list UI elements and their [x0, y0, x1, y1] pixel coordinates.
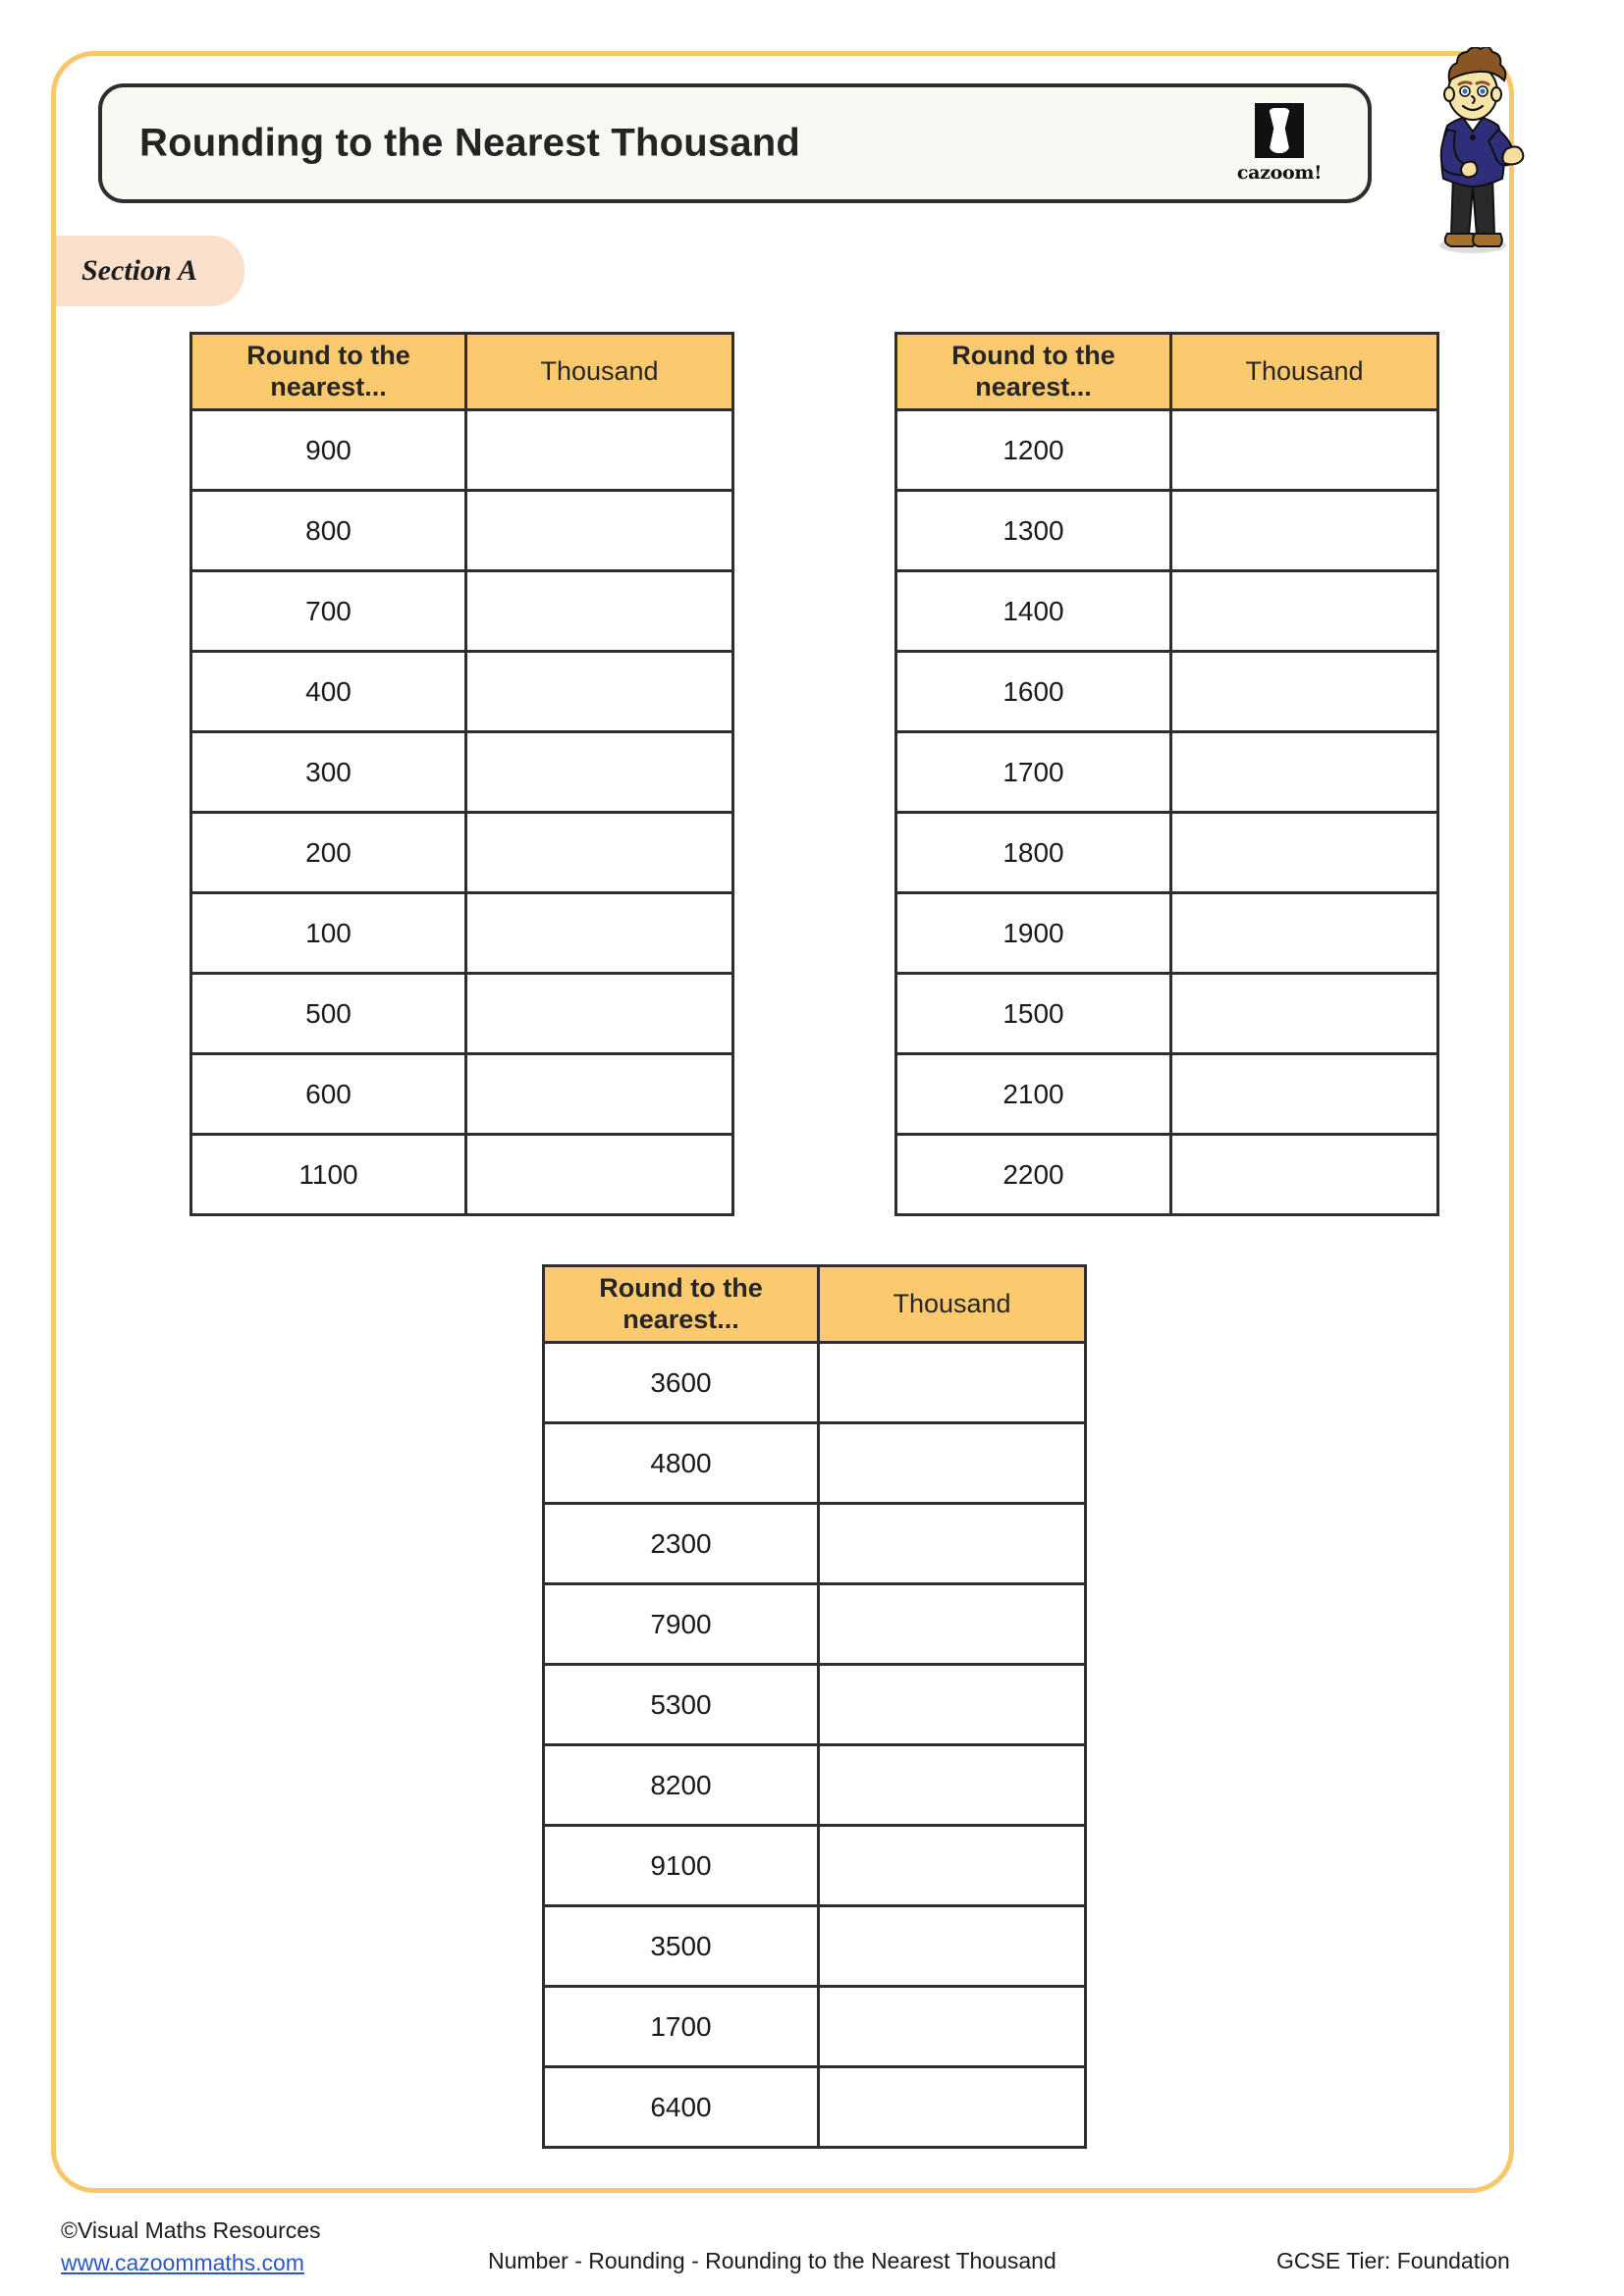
- number-cell: 4800: [544, 1423, 819, 1504]
- table-header-row: [544, 1266, 1086, 1343]
- answer-cell[interactable]: [1171, 652, 1438, 732]
- number-cell: 9100: [544, 1826, 819, 1906]
- number-cell: 3500: [544, 1906, 819, 1987]
- student-mascot-illustration: [1404, 47, 1542, 258]
- cazoom-website-link[interactable]: www.cazoommaths.com: [61, 2249, 304, 2275]
- section-label: Section A: [81, 254, 198, 287]
- rounding-table-3: [542, 1264, 1087, 2149]
- answer-cell[interactable]: [1171, 1054, 1438, 1135]
- column-header-thousand: Thousand: [466, 334, 733, 410]
- number-cell: 300: [191, 732, 466, 813]
- answer-cell[interactable]: [466, 893, 733, 974]
- answer-cell[interactable]: [466, 1135, 733, 1215]
- table-row: [896, 652, 1438, 732]
- table-row: [896, 732, 1438, 813]
- answer-cell[interactable]: [1171, 491, 1438, 571]
- number-cell: 600: [191, 1054, 466, 1135]
- table-row: [896, 893, 1438, 974]
- page-footer: [0, 2209, 1624, 2296]
- rounding-table-1: [189, 332, 734, 1216]
- answer-cell[interactable]: [1171, 571, 1438, 652]
- table-row: [544, 1584, 1086, 1665]
- copyright-text: ©Visual Maths Resources: [61, 2217, 321, 2243]
- answer-cell[interactable]: [819, 1906, 1086, 1987]
- answer-cell[interactable]: [1171, 410, 1438, 491]
- answer-cell[interactable]: [819, 1584, 1086, 1665]
- table-row: [191, 893, 733, 974]
- table-row: [544, 1745, 1086, 1826]
- answer-cell[interactable]: [466, 813, 733, 893]
- cazoom-logo-text: cazoom!: [1236, 162, 1323, 184]
- answer-cell[interactable]: [819, 1826, 1086, 1906]
- table-row: [896, 491, 1438, 571]
- table-row: [896, 410, 1438, 491]
- table-row: [191, 813, 733, 893]
- answer-cell[interactable]: [466, 1054, 733, 1135]
- answer-cell[interactable]: [466, 732, 733, 813]
- number-cell: 2300: [544, 1504, 819, 1584]
- table-row: [544, 1423, 1086, 1504]
- number-cell: 1300: [896, 491, 1171, 571]
- number-cell: 1600: [896, 652, 1171, 732]
- answer-cell[interactable]: [466, 410, 733, 491]
- answer-cell[interactable]: [819, 1745, 1086, 1826]
- number-cell: 1700: [896, 732, 1171, 813]
- answer-cell[interactable]: [819, 2067, 1086, 2148]
- number-cell: 1800: [896, 813, 1171, 893]
- number-cell: 1400: [896, 571, 1171, 652]
- answer-cell[interactable]: [819, 1987, 1086, 2067]
- table-row: [544, 1906, 1086, 1987]
- number-cell: 6400: [544, 2067, 819, 2148]
- answer-cell[interactable]: [1171, 813, 1438, 893]
- number-cell: 1200: [896, 410, 1171, 491]
- table-row: [191, 732, 733, 813]
- worksheet-title-box: [98, 83, 1372, 203]
- answer-cell[interactable]: [1171, 893, 1438, 974]
- cazoom-logo: [1217, 96, 1342, 190]
- number-cell: 1500: [896, 974, 1171, 1054]
- answer-cell[interactable]: [466, 652, 733, 732]
- footer-tier: GCSE Tier: Foundation: [1276, 2248, 1510, 2273]
- section-tab: [56, 236, 244, 306]
- table-row: [191, 410, 733, 491]
- rounding-table-2: [894, 332, 1439, 1216]
- number-cell: 2100: [896, 1054, 1171, 1135]
- answer-cell[interactable]: [819, 1343, 1086, 1423]
- number-cell: 7900: [544, 1584, 819, 1665]
- table-row: [896, 571, 1438, 652]
- answer-cell[interactable]: [819, 1423, 1086, 1504]
- answer-cell[interactable]: [466, 491, 733, 571]
- column-header-thousand: Thousand: [1171, 334, 1438, 410]
- number-cell: 800: [191, 491, 466, 571]
- number-cell: 2200: [896, 1135, 1171, 1215]
- number-cell: 1700: [544, 1987, 819, 2067]
- table-row: [544, 1504, 1086, 1584]
- table-row: [896, 1135, 1438, 1215]
- answer-cell[interactable]: [819, 1665, 1086, 1745]
- number-cell: 700: [191, 571, 466, 652]
- table-row: [191, 974, 733, 1054]
- table-row: [191, 491, 733, 571]
- table-row: [191, 1135, 733, 1215]
- page-title: Rounding to the Nearest Thousand: [139, 121, 801, 165]
- table-row: [896, 1054, 1438, 1135]
- answer-cell[interactable]: [1171, 974, 1438, 1054]
- answer-cell[interactable]: [819, 1504, 1086, 1584]
- number-cell: 500: [191, 974, 466, 1054]
- table-header-row: [191, 334, 733, 410]
- answer-cell[interactable]: [466, 974, 733, 1054]
- table-row: [896, 974, 1438, 1054]
- number-cell: 5300: [544, 1665, 819, 1745]
- table-row: [544, 1826, 1086, 1906]
- table-row: [896, 813, 1438, 893]
- answer-cell[interactable]: [1171, 1135, 1438, 1215]
- number-cell: 200: [191, 813, 466, 893]
- table-header-row: [896, 334, 1438, 410]
- table-row: [191, 571, 733, 652]
- table-row: [544, 1343, 1086, 1423]
- column-header-round-to: Round to the nearest...: [544, 1266, 819, 1343]
- answer-cell[interactable]: [466, 571, 733, 652]
- number-cell: 3600: [544, 1343, 819, 1423]
- footer-copyright-block: [61, 2215, 321, 2278]
- number-cell: 8200: [544, 1745, 819, 1826]
- number-cell: 1900: [896, 893, 1171, 974]
- table-row: [544, 1987, 1086, 2067]
- number-cell: 1100: [191, 1135, 466, 1215]
- column-header-round-to: Round to the nearest...: [896, 334, 1171, 410]
- answer-cell[interactable]: [1171, 732, 1438, 813]
- table-row: [191, 652, 733, 732]
- hourglass-icon: [1255, 103, 1304, 158]
- number-cell: 900: [191, 410, 466, 491]
- column-header-thousand: Thousand: [819, 1266, 1086, 1343]
- number-cell: 100: [191, 893, 466, 974]
- number-cell: 400: [191, 652, 466, 732]
- table-row: [544, 2067, 1086, 2148]
- table-row: [544, 1665, 1086, 1745]
- table-row: [191, 1054, 733, 1135]
- footer-topic: Number - Rounding - Rounding to the Nearest Thousand: [488, 2248, 1056, 2273]
- column-header-round-to: Round to the nearest...: [191, 334, 466, 410]
